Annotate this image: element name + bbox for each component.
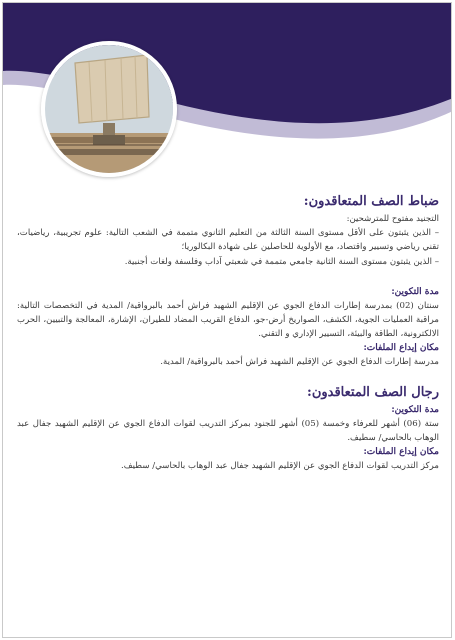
officers-training-heading: مدة التكوين: bbox=[391, 286, 439, 297]
officers-files-heading: مكان إيداع الملفات: bbox=[363, 343, 439, 354]
spacer bbox=[17, 269, 439, 285]
soldiers-training-text: ستة (06) أشهر للعرفاء وخمسة (05) أشهر للجنود بمركز التدريب لقوات الدفاع الجوي عن الإقليم الشهيد جفال عبد الوهاب بالحاسي/ سطيف. bbox=[17, 418, 439, 443]
document-body bbox=[17, 193, 439, 473]
soldiers-files-text: مركز التدريب لقوات الدفاع الجوي عن الإقليم الشهيد جفال عبد الوهاب بالحاسي/ سطيف. bbox=[121, 461, 439, 472]
officers-title: ضباط الصف المتعاقدون: bbox=[303, 194, 439, 209]
soldiers-title: رجال الصف المتعاقدون: bbox=[307, 384, 439, 400]
spacer bbox=[17, 370, 439, 384]
officers-section bbox=[17, 193, 439, 370]
officers-intro: التجنيد مفتوح للمترشحين: bbox=[346, 214, 439, 224]
soldiers-files-heading: مكان إيداع الملفات: bbox=[363, 447, 439, 458]
radar-photo bbox=[41, 41, 177, 177]
soldiers-training-heading: مدة التكوين: bbox=[391, 404, 439, 415]
radar-antenna-icon bbox=[45, 45, 173, 173]
page bbox=[2, 2, 452, 638]
officers-training-text: سنتان (02) بمدرسة إطارات الدفاع الجوي عن الإقليم الشهيد فراش أحمد بالبرواقية/ المدية في التخصصات التالية: مراقبة العمليات الجوية، الكشف، الصواريخ أرض-جو، الدفاع القريب المضاد للطيران، الإشارة، المعالجة والتبيين، الحرب الالكترونية، الطاقة والبيئة، التسيير الإداري و التقني. bbox=[17, 300, 439, 340]
officers-requirement-2: – الذين يثبتون مستوى السنة الثانية جامعي متممة في شعبتي آداب وفلسفة ولغات أجنبية. bbox=[124, 256, 439, 267]
officers-requirement-1: – الذين يثبتون على الأقل مستوى السنة الثالثة من التعليم الثانوي متممة في الشعب التالية: علوم تجريبية، رياضيات، تقني رياضي وتسيير واقتصاد، مع الأولوية للحاصلين على شهادة البكالوريا؛ bbox=[17, 228, 439, 253]
officers-files-text: مدرسة إطارات الدفاع الجوي عن الإقليم الشهيد فراش أحمد بالبرواقية/ المدية. bbox=[160, 357, 439, 368]
soldiers-section bbox=[17, 384, 439, 474]
